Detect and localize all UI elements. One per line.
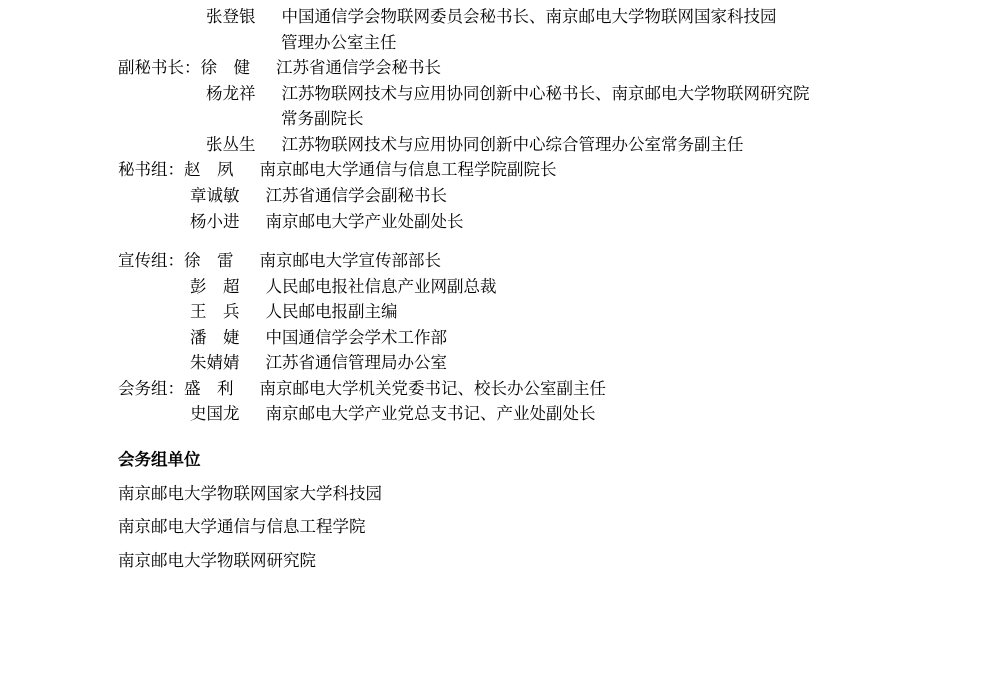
entry-description: 江苏省通信学会秘书长 xyxy=(276,58,441,78)
entry-person-name: 章诚敏 xyxy=(190,185,240,205)
section-spacer xyxy=(0,427,999,447)
entry-person-name: 王 兵 xyxy=(190,302,240,322)
entry-description: 中国通信学会物联网委员会秘书长、南京邮电大学物联网国家科技园 xyxy=(281,7,777,26)
entry-description: 南京邮电大学宣传部部长 xyxy=(259,251,441,271)
list-item xyxy=(0,376,999,402)
list-item xyxy=(0,401,999,427)
entry-person-name: 徐 雷 xyxy=(184,251,234,271)
list-item xyxy=(0,209,999,235)
list-item xyxy=(0,350,999,376)
entry-description: 江苏省通信学会副秘书长 xyxy=(265,185,447,205)
entry-description: 人民邮电报副主编 xyxy=(265,302,398,322)
line-spacer xyxy=(0,540,999,548)
line-spacer xyxy=(0,506,999,514)
entry-description: 人民邮电报社信息产业网副总裁 xyxy=(265,276,497,296)
entry-person-name: 张登银 xyxy=(206,7,256,26)
entry-description: 南京邮电大学机关党委书记、校长办公室副主任 xyxy=(259,378,606,398)
list-item xyxy=(0,81,999,107)
entry-role-label: 秘书组： xyxy=(118,160,184,180)
entry-role-label: 宣传组： xyxy=(118,251,184,271)
list-item xyxy=(0,248,999,274)
entry-role-label: 会务组： xyxy=(118,378,184,398)
section-spacer xyxy=(0,473,999,481)
entry-person-name: 杨龙祥 xyxy=(206,83,256,103)
entry-description-continued: 常务副院长 xyxy=(281,109,364,129)
list-item: 南京邮电大学通信与信息工程学院 xyxy=(118,517,366,537)
list-item xyxy=(0,157,999,183)
entry-person-name: 盛 利 xyxy=(184,378,234,398)
list-item xyxy=(0,325,999,351)
list-item xyxy=(0,4,999,30)
entry-description: 江苏物联网技术与应用协同创新中心综合管理办公室常务副主任 xyxy=(281,134,744,154)
entry-person-name: 徐 健 xyxy=(200,58,250,78)
list-item xyxy=(0,183,999,209)
entry-role-label: 副秘书长： xyxy=(118,58,201,78)
entry-description: 南京邮电大学产业党总支书记、产业处副处长 xyxy=(265,404,596,424)
section-spacer xyxy=(0,234,999,248)
list-item xyxy=(0,299,999,325)
entry-description: 江苏物联网技术与应用协同创新中心秘书长、南京邮电大学物联网研究院 xyxy=(281,83,810,103)
list-item xyxy=(0,274,999,300)
entry-person-name: 朱婧婧 xyxy=(190,353,240,373)
entry-person-name: 史国龙 xyxy=(190,404,240,424)
entry-person-name: 赵 夙 xyxy=(184,160,234,180)
list-item: 南京邮电大学物联网国家大学科技园 xyxy=(118,483,382,503)
entry-description: 南京邮电大学产业处副处长 xyxy=(265,211,464,231)
list-item: 南京邮电大学物联网研究院 xyxy=(118,550,316,570)
list-item xyxy=(0,55,999,81)
entry-description: 江苏省通信管理局办公室 xyxy=(265,353,447,373)
entry-person-name: 彭 超 xyxy=(190,276,240,296)
entry-description: 中国通信学会学术工作部 xyxy=(265,327,447,347)
entry-person-name: 杨小进 xyxy=(190,211,240,231)
entry-description-continued: 管理办公室主任 xyxy=(281,32,397,52)
list-item xyxy=(0,132,999,158)
entry-person-name: 张丛生 xyxy=(206,134,256,154)
entry-person-name: 潘 婕 xyxy=(190,327,240,347)
section-heading: 会务组单位 xyxy=(118,450,201,469)
entry-description: 南京邮电大学通信与信息工程学院副院长 xyxy=(259,160,557,180)
